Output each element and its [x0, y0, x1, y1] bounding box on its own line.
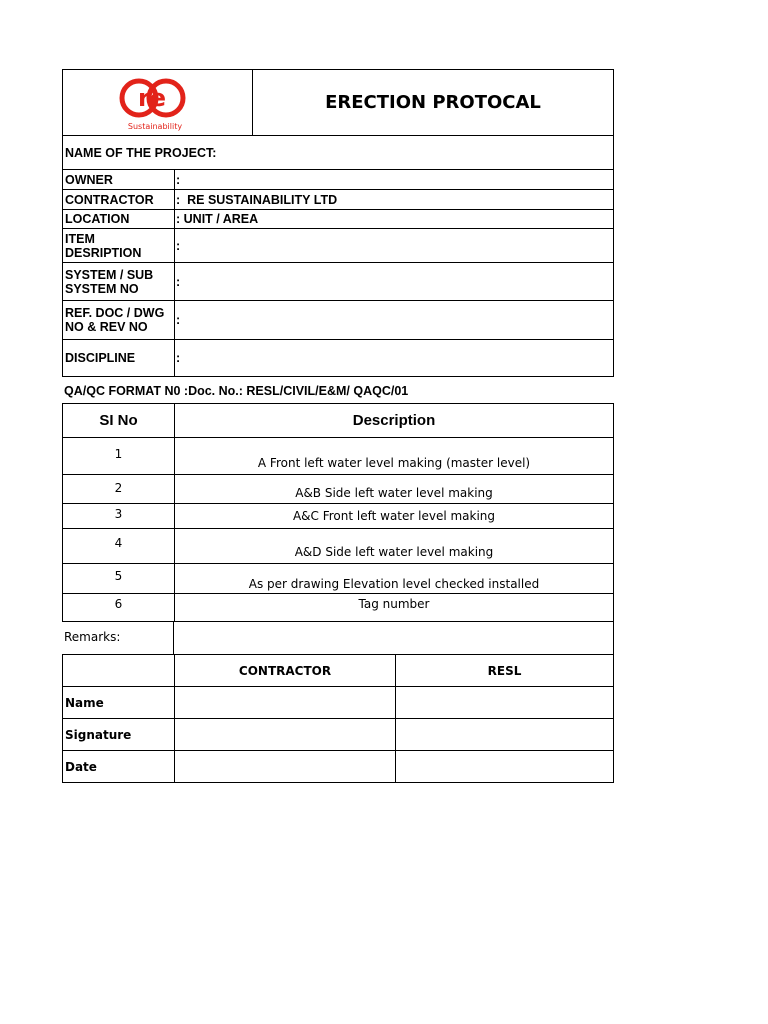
row-number: 1: [63, 438, 175, 474]
project-name-row: [62, 136, 614, 170]
table-row: [62, 594, 614, 622]
contractor-date-cell: [175, 751, 396, 782]
resl-signature-cell: [396, 719, 613, 750]
field-row-location: [62, 210, 614, 229]
field-value: :: [176, 274, 181, 289]
signoff-row-name: [62, 687, 614, 719]
field-value: :: [176, 172, 181, 187]
signoff-header: [62, 655, 614, 687]
field-label: ITEM DESRIPTION: [63, 229, 175, 262]
remarks-value: [174, 622, 613, 654]
signoff-label: Date: [63, 751, 175, 782]
column-header-si-no: SI No: [63, 404, 175, 437]
row-description: A&C Front left water level making: [292, 509, 496, 523]
column-header-description: Description: [352, 412, 436, 429]
checklist-header: [62, 404, 614, 438]
table-row: [62, 475, 614, 504]
row-number: 2: [63, 475, 175, 503]
signoff-row-signature: [62, 719, 614, 751]
field-label: REF. DOC / DWG NO & REV NO: [63, 301, 175, 339]
field-value: : RE SUSTAINABILITY LTD: [176, 192, 338, 207]
form-header: [62, 69, 614, 136]
contractor-name-cell: [175, 687, 396, 718]
field-label: SYSTEM / SUB SYSTEM NO: [63, 263, 175, 300]
project-name-label: NAME OF THE PROJECT:: [65, 145, 217, 160]
field-row-item-description: [62, 229, 614, 263]
logo-brand-text: re: [137, 83, 166, 112]
field-label: CONTRACTOR: [63, 190, 175, 209]
format-row: [62, 377, 614, 404]
row-number: 6: [63, 594, 175, 621]
contractor-signature-cell: [175, 719, 396, 750]
remarks-label: Remarks:: [62, 622, 174, 654]
field-value: :: [176, 351, 181, 365]
resl-name-cell: [396, 687, 613, 718]
row-description: A&D Side left water level making: [294, 545, 494, 559]
field-value: : UNIT / AREA: [176, 212, 259, 226]
signoff-label: Signature: [63, 719, 175, 750]
logo-tagline: Sustainability: [127, 121, 182, 131]
document-title: ERECTION PROTOCAL: [325, 92, 541, 113]
resl-date-cell: [396, 751, 613, 782]
table-row: [62, 438, 614, 475]
table-row: [62, 504, 614, 529]
field-row-discipline: [62, 340, 614, 377]
field-value: :: [176, 313, 181, 327]
row-description: Tag number: [358, 597, 430, 611]
field-row-ref-doc: [62, 301, 614, 340]
field-value: :: [176, 238, 181, 253]
row-description: A&B Side left water level making: [295, 486, 493, 500]
field-row-system-no: [62, 263, 614, 301]
field-label: LOCATION: [63, 210, 175, 228]
row-number: 4: [63, 529, 175, 563]
column-header-contractor: CONTRACTOR: [175, 655, 396, 686]
field-label: DISCIPLINE: [63, 340, 175, 376]
signoff-label: Name: [63, 687, 175, 718]
table-row: [62, 564, 614, 594]
field-row-owner: [62, 170, 614, 190]
column-header-resl: RESL: [487, 663, 522, 678]
remarks-row: [62, 622, 614, 655]
row-description: As per drawing Elevation level checked installed: [248, 576, 540, 591]
field-row-contractor: [62, 190, 614, 210]
row-number: 5: [63, 564, 175, 593]
signoff-corner: [63, 655, 175, 686]
format-doc-number: QA/QC FORMAT N0 :Doc. No.: RESL/CIVIL/E&M/ QAQC/01: [64, 384, 409, 398]
signoff-row-date: [62, 751, 614, 783]
re-sustainability-logo-icon: [113, 73, 203, 133]
erection-protocol-form: [62, 69, 614, 783]
company-logo: [63, 70, 253, 135]
row-number: 3: [63, 504, 175, 528]
table-row: [62, 529, 614, 564]
row-description: A Front left water level making (master level): [257, 456, 531, 470]
field-label: OWNER: [63, 170, 175, 189]
